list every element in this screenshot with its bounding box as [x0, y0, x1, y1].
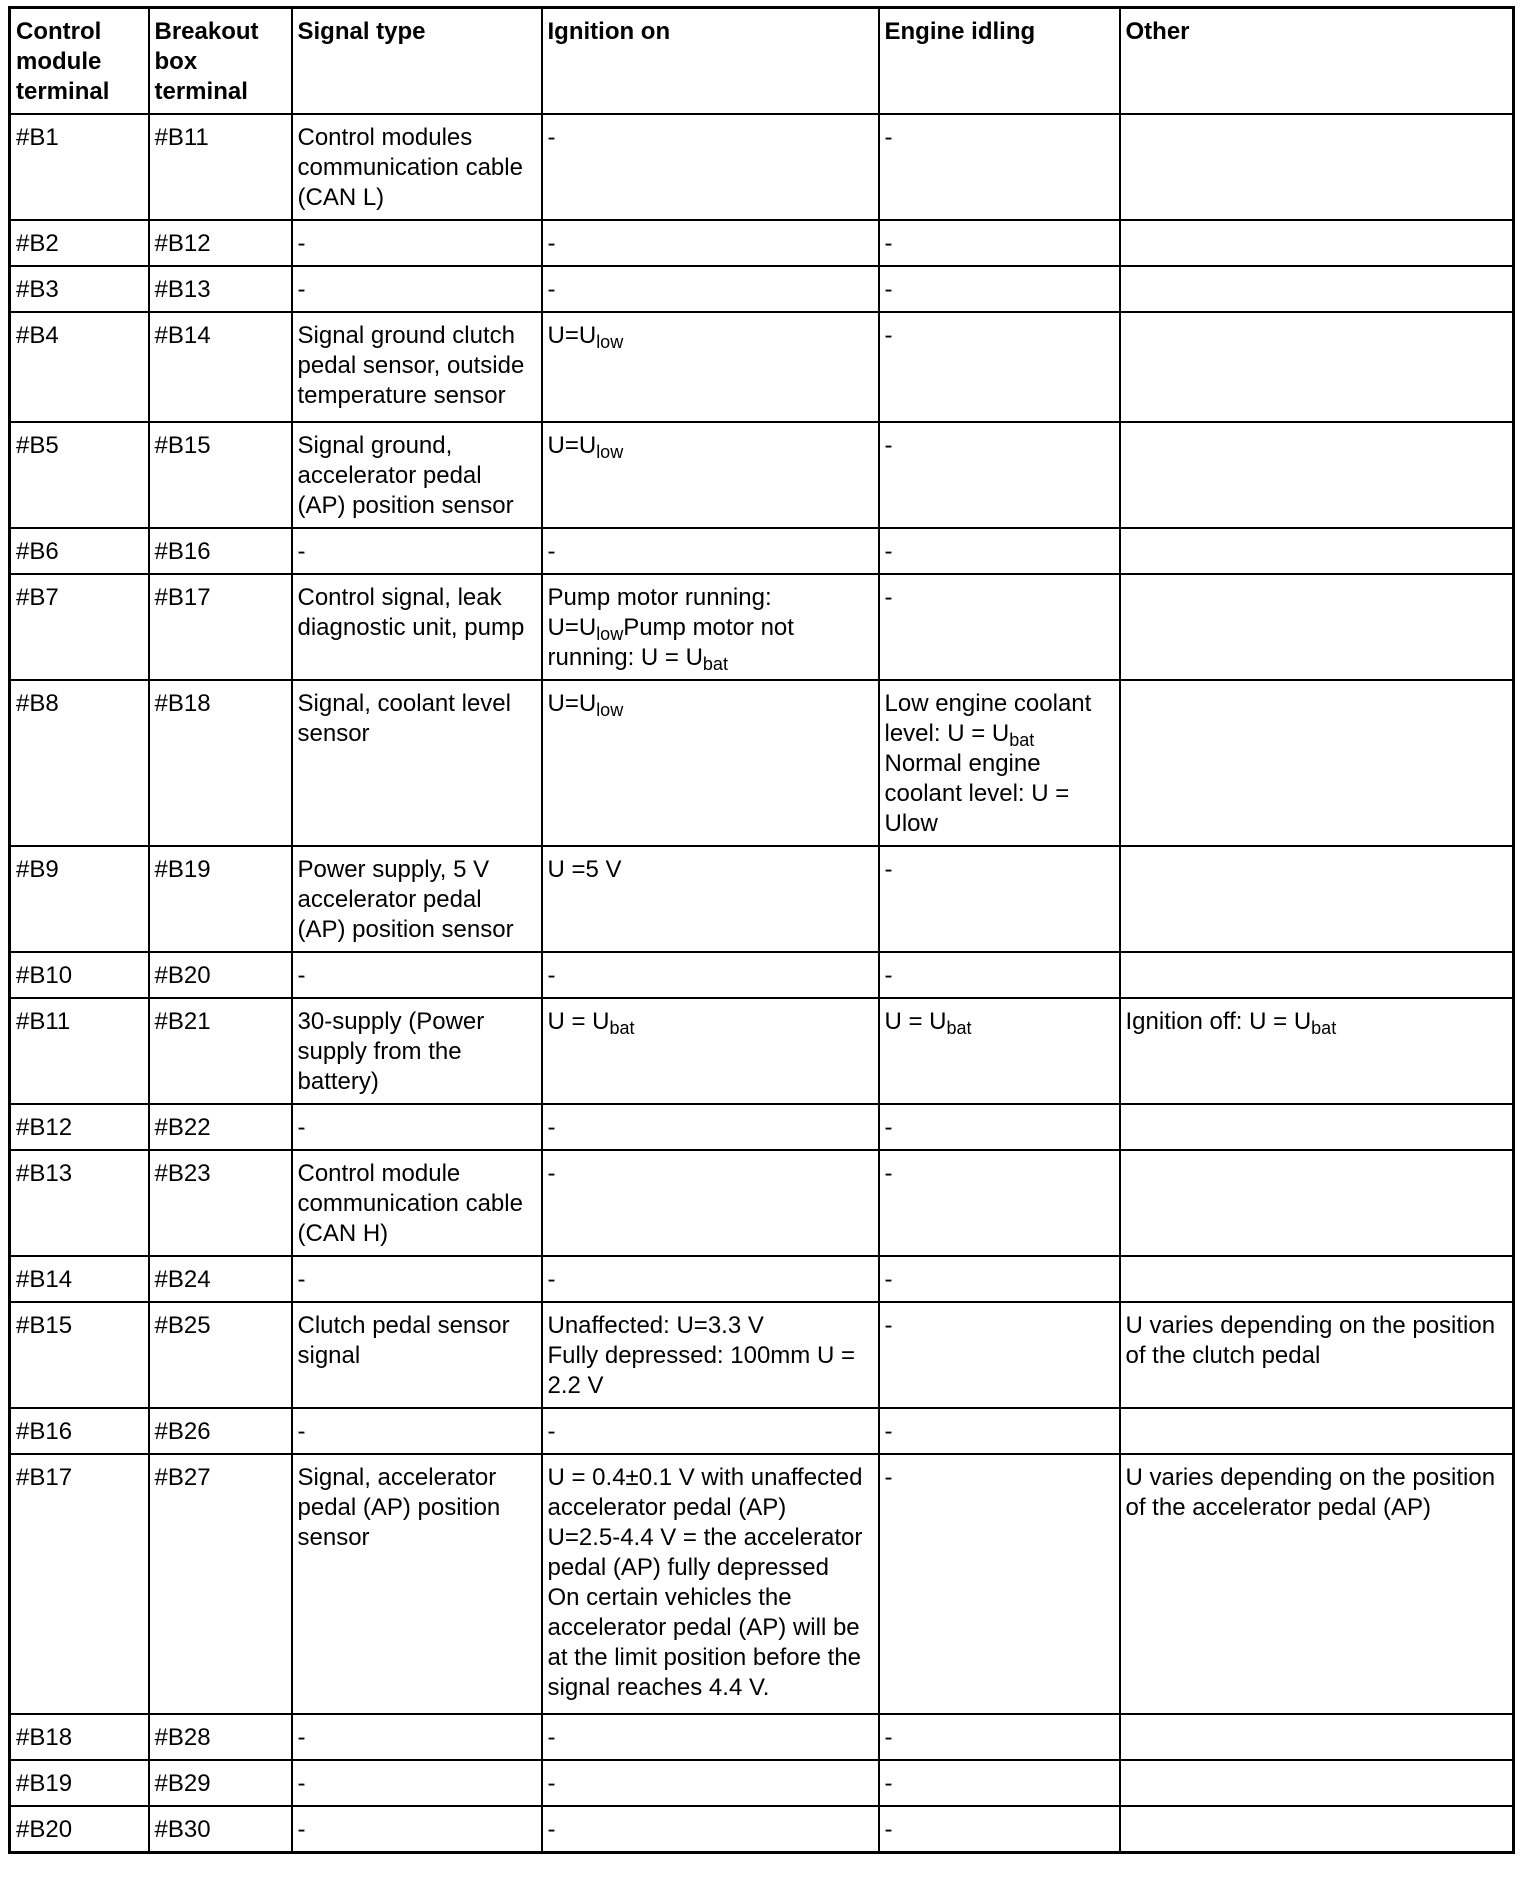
cell-signal-type: Signal ground clutch pedal sensor, outside temperature sensor [292, 312, 542, 422]
cell-engine-idling [879, 846, 1120, 952]
terminal-signal-table [8, 6, 1515, 1854]
cell-breakout-box-terminal: #B28 [149, 1714, 292, 1760]
cell-breakout-box-terminal: #B23 [149, 1150, 292, 1256]
cell-text: - [884, 322, 893, 349]
cell-ignition-on [542, 1150, 879, 1256]
cell-text: - [547, 1160, 556, 1187]
table-row [10, 422, 1514, 528]
cell-text: Pump motor running: U=U [547, 584, 772, 641]
header-other: Other [1120, 8, 1514, 115]
cell-text: U varies depending on the position of the clutch pedal [1125, 1312, 1496, 1369]
cell-other [1120, 1150, 1514, 1256]
subscript-text: low [596, 442, 624, 462]
subscript-text: low [596, 624, 624, 644]
cell-breakout-box-terminal: #B26 [149, 1408, 292, 1454]
subscript-text: bat [609, 1018, 635, 1038]
cell-other [1120, 1760, 1514, 1806]
table-row [10, 1408, 1514, 1454]
subscript-text: low [596, 332, 624, 352]
cell-signal-type: - [292, 220, 542, 266]
cell-engine-idling [879, 952, 1120, 998]
cell-breakout-box-terminal: #B11 [149, 114, 292, 220]
cell-engine-idling [879, 998, 1120, 1104]
cell-control-module-terminal: #B2 [10, 220, 149, 266]
cell-control-module-terminal: #B13 [10, 1150, 149, 1256]
cell-signal-type: Control signal, leak diagnostic unit, pump [292, 574, 542, 680]
cell-other [1120, 266, 1514, 312]
cell-control-module-terminal: #B20 [10, 1806, 149, 1853]
cell-ignition-on [542, 266, 879, 312]
cell-text: - [884, 1312, 893, 1339]
table-body [10, 114, 1514, 1853]
cell-ignition-on [542, 114, 879, 220]
cell-text: - [884, 276, 893, 303]
cell-text: - [884, 432, 893, 459]
cell-signal-type: Clutch pedal sensor signal [292, 1302, 542, 1408]
cell-engine-idling [879, 114, 1120, 220]
cell-text: U=U [547, 322, 597, 349]
cell-other [1120, 952, 1514, 998]
cell-signal-type: Signal ground, accelerator pedal (AP) position sensor [292, 422, 542, 528]
cell-engine-idling [879, 528, 1120, 574]
cell-control-module-terminal: #B5 [10, 422, 149, 528]
cell-control-module-terminal: #B3 [10, 266, 149, 312]
cell-breakout-box-terminal: #B19 [149, 846, 292, 952]
cell-control-module-terminal: #B6 [10, 528, 149, 574]
table-row [10, 1104, 1514, 1150]
cell-text: - [547, 1418, 556, 1445]
cell-control-module-terminal: #B7 [10, 574, 149, 680]
table-row [10, 1714, 1514, 1760]
cell-other [1120, 846, 1514, 952]
cell-engine-idling [879, 1806, 1120, 1853]
table-row [10, 528, 1514, 574]
cell-engine-idling [879, 1760, 1120, 1806]
cell-signal-type: Signal, accelerator pedal (AP) position sensor [292, 1454, 542, 1714]
cell-other [1120, 1806, 1514, 1853]
cell-other [1120, 574, 1514, 680]
cell-engine-idling [879, 266, 1120, 312]
cell-other [1120, 680, 1514, 846]
cell-engine-idling [879, 312, 1120, 422]
cell-breakout-box-terminal: #B17 [149, 574, 292, 680]
table-row [10, 114, 1514, 220]
cell-text: - [884, 1816, 893, 1843]
cell-signal-type: - [292, 952, 542, 998]
cell-other [1120, 1256, 1514, 1302]
cell-ignition-on [542, 1454, 879, 1714]
subscript-text: low [596, 700, 624, 720]
cell-control-module-terminal: #B17 [10, 1454, 149, 1714]
cell-ignition-on [542, 1760, 879, 1806]
table-row [10, 1760, 1514, 1806]
cell-engine-idling [879, 1256, 1120, 1302]
cell-engine-idling [879, 1714, 1120, 1760]
cell-text: - [884, 538, 893, 565]
cell-text: Normal engine coolant level: U = Ulow [884, 750, 1070, 837]
cell-text: U=2.5-4.4 V = the accelerator pedal (AP) fully depressed [547, 1524, 863, 1581]
cell-breakout-box-terminal: #B22 [149, 1104, 292, 1150]
cell-breakout-box-terminal: #B16 [149, 528, 292, 574]
cell-other [1120, 114, 1514, 220]
cell-text: - [884, 1724, 893, 1751]
cell-control-module-terminal: #B14 [10, 1256, 149, 1302]
cell-signal-type: Signal, coolant level sensor [292, 680, 542, 846]
subscript-text: bat [1009, 730, 1035, 750]
cell-control-module-terminal: #B18 [10, 1714, 149, 1760]
cell-breakout-box-terminal: #B29 [149, 1760, 292, 1806]
cell-text: U = 0.4±0.1 V with unaffected accelerator pedal (AP) [547, 1464, 863, 1521]
header-row [10, 8, 1514, 115]
cell-text: - [884, 1266, 893, 1293]
cell-other [1120, 1302, 1514, 1408]
cell-other [1120, 422, 1514, 528]
table-row [10, 220, 1514, 266]
header-ignition-on: Ignition on [542, 8, 879, 115]
cell-text: - [884, 230, 893, 257]
cell-signal-type: 30-supply (Power supply from the battery) [292, 998, 542, 1104]
cell-text: - [547, 1816, 556, 1843]
cell-text: U = U [884, 1008, 947, 1035]
cell-control-module-terminal: #B1 [10, 114, 149, 220]
cell-signal-type: Control module communication cable (CAN H) [292, 1150, 542, 1256]
cell-text: - [884, 1770, 893, 1797]
cell-text: - [547, 538, 556, 565]
cell-engine-idling [879, 220, 1120, 266]
cell-text: - [547, 962, 556, 989]
cell-control-module-terminal: #B9 [10, 846, 149, 952]
cell-engine-idling [879, 1150, 1120, 1256]
cell-ignition-on [542, 574, 879, 680]
cell-ignition-on [542, 528, 879, 574]
cell-signal-type: Control modules communication cable (CAN L) [292, 114, 542, 220]
cell-text: - [884, 584, 893, 611]
cell-ignition-on [542, 1806, 879, 1853]
cell-text: - [884, 1160, 893, 1187]
cell-ignition-on [542, 1408, 879, 1454]
cell-signal-type: Power supply, 5 V accelerator pedal (AP) position sensor [292, 846, 542, 952]
cell-text: - [884, 1418, 893, 1445]
cell-breakout-box-terminal: #B12 [149, 220, 292, 266]
table-row [10, 846, 1514, 952]
subscript-text: bat [702, 654, 728, 674]
cell-control-module-terminal: #B4 [10, 312, 149, 422]
cell-text: U varies depending on the position of the accelerator pedal (AP) [1125, 1464, 1496, 1521]
cell-text: U=U [547, 690, 597, 717]
cell-control-module-terminal: #B8 [10, 680, 149, 846]
cell-text: - [547, 1266, 556, 1293]
cell-breakout-box-terminal: #B30 [149, 1806, 292, 1853]
cell-signal-type: - [292, 1104, 542, 1150]
table-row [10, 1806, 1514, 1853]
table-row [10, 998, 1514, 1104]
cell-signal-type: - [292, 528, 542, 574]
cell-ignition-on [542, 312, 879, 422]
header-breakout-box-terminal: Breakout box terminal [149, 8, 292, 115]
cell-control-module-terminal: #B15 [10, 1302, 149, 1408]
cell-ignition-on [542, 680, 879, 846]
cell-other [1120, 312, 1514, 422]
cell-signal-type: - [292, 1408, 542, 1454]
table-row [10, 312, 1514, 422]
cell-control-module-terminal: #B19 [10, 1760, 149, 1806]
cell-control-module-terminal: #B12 [10, 1104, 149, 1150]
table-row [10, 266, 1514, 312]
table-row [10, 1454, 1514, 1714]
cell-engine-idling [879, 1454, 1120, 1714]
cell-text: - [884, 1114, 893, 1141]
table-row [10, 952, 1514, 998]
cell-other [1120, 528, 1514, 574]
cell-text: On certain vehicles the accelerator pedal (AP) will be at the limit position before the signal reaches 4.4 V. [547, 1584, 862, 1701]
cell-breakout-box-terminal: #B24 [149, 1256, 292, 1302]
header-signal-type: Signal type [292, 8, 542, 115]
cell-signal-type: - [292, 1760, 542, 1806]
cell-ignition-on [542, 1256, 879, 1302]
cell-text: - [547, 124, 556, 151]
cell-breakout-box-terminal: #B13 [149, 266, 292, 312]
cell-text: - [884, 1464, 893, 1491]
cell-breakout-box-terminal: #B21 [149, 998, 292, 1104]
table-row [10, 574, 1514, 680]
cell-breakout-box-terminal: #B14 [149, 312, 292, 422]
cell-breakout-box-terminal: #B20 [149, 952, 292, 998]
cell-ignition-on [542, 846, 879, 952]
cell-breakout-box-terminal: #B18 [149, 680, 292, 846]
cell-ignition-on [542, 1302, 879, 1408]
cell-other [1120, 1714, 1514, 1760]
cell-other [1120, 1408, 1514, 1454]
cell-text: Pump motor not running: U = U [547, 614, 794, 671]
table-row [10, 680, 1514, 846]
subscript-text: bat [1311, 1018, 1337, 1038]
table-row [10, 1302, 1514, 1408]
cell-text: U = U [547, 1008, 610, 1035]
cell-signal-type: - [292, 266, 542, 312]
cell-control-module-terminal: #B11 [10, 998, 149, 1104]
cell-text: - [547, 1724, 556, 1751]
table-row [10, 1150, 1514, 1256]
cell-text: - [884, 856, 893, 883]
cell-other [1120, 220, 1514, 266]
header-control-module-terminal: Control module terminal [10, 8, 149, 115]
cell-breakout-box-terminal: #B25 [149, 1302, 292, 1408]
cell-engine-idling [879, 574, 1120, 680]
cell-text: - [547, 1114, 556, 1141]
cell-engine-idling [879, 680, 1120, 846]
cell-engine-idling [879, 422, 1120, 528]
cell-breakout-box-terminal: #B15 [149, 422, 292, 528]
cell-breakout-box-terminal: #B27 [149, 1454, 292, 1714]
cell-text: - [547, 230, 556, 257]
cell-text: - [547, 1770, 556, 1797]
terminal-table-container [8, 6, 1512, 1854]
cell-other [1120, 998, 1514, 1104]
cell-signal-type: - [292, 1256, 542, 1302]
cell-text: - [884, 962, 893, 989]
cell-ignition-on [542, 952, 879, 998]
cell-text: Low engine coolant level: U = U [884, 690, 1092, 747]
cell-text: U=U [547, 432, 597, 459]
cell-text: Unaffected: U=3.3 V [547, 1312, 764, 1339]
table-header [10, 8, 1514, 115]
cell-engine-idling [879, 1104, 1120, 1150]
header-engine-idling: Engine idling [879, 8, 1120, 115]
subscript-text: bat [946, 1018, 972, 1038]
cell-text: Fully depressed: 100mm U = 2.2 V [547, 1342, 855, 1399]
cell-signal-type: - [292, 1714, 542, 1760]
cell-other [1120, 1104, 1514, 1150]
cell-text: Ignition off: U = U [1125, 1008, 1312, 1035]
cell-ignition-on [542, 1714, 879, 1760]
cell-ignition-on [542, 998, 879, 1104]
cell-ignition-on [542, 1104, 879, 1150]
cell-engine-idling [879, 1408, 1120, 1454]
cell-control-module-terminal: #B16 [10, 1408, 149, 1454]
cell-text: - [547, 276, 556, 303]
cell-other [1120, 1454, 1514, 1714]
cell-engine-idling [879, 1302, 1120, 1408]
cell-ignition-on [542, 422, 879, 528]
cell-ignition-on [542, 220, 879, 266]
cell-text: - [884, 124, 893, 151]
cell-text: U =5 V [547, 856, 622, 883]
table-row [10, 1256, 1514, 1302]
cell-control-module-terminal: #B10 [10, 952, 149, 998]
cell-signal-type: - [292, 1806, 542, 1853]
